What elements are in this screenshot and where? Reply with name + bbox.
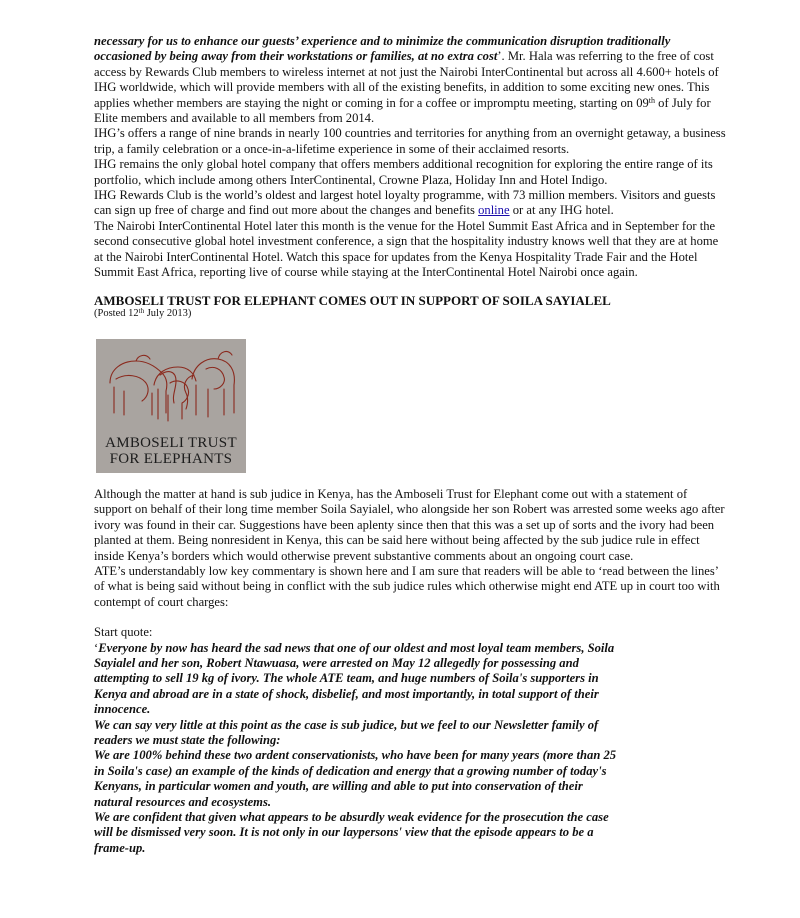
spacer [94, 610, 726, 625]
posted-date [94, 308, 726, 320]
online-link[interactable]: online [478, 203, 510, 218]
quote-block [94, 641, 619, 857]
paragraph-text: IHG Rewards Club is the world’s oldest and largest hotel loyalty programme, with 73 million members. Visitors and guests can sign up free of charge and find out more about the changes and benefits [94, 188, 716, 218]
article1-paragraph-1 [94, 34, 726, 126]
quote-text: Everyone by now has heard the sad news that one of our oldest and most loyal team members, Soila Sayialel and her son, Robert Ntawuasa, were arrested on May 12 allegedly for possessing and attempting to sell 19 kg of ivory. The whole ATE team, and huge numbers of Soila's supporters in Kenya and abroad are in a state of shock, disbelief, and most importantly, in total support of their innocence. [94, 640, 615, 717]
logo-line-1: AMBOSELI TRUST [105, 434, 237, 451]
start-quote-label: Start quote: [94, 625, 153, 640]
quote-mark: ‘ [94, 640, 99, 655]
article2-paragraph-1: Although the matter at hand is sub judice in Kenya, has the Amboseli Trust for Elephant come out with a statement of support on behalf of their long time member Soila Sayialel, who alongside her son Robert was arrested some weeks ago after ivory was found in their car. Suggestions have been aplenty since then that this was a set up of sorts and the ivory had been planted at them. Being nonresident in Kenya, this can be said here without being affected by the sub judice rule in effect inside Kenya’s borders which would otherwise prevent substantive comments about an ongoing court case. [94, 486, 725, 563]
posted-text: (Posted 12 [94, 307, 139, 319]
quote-paragraph-4: We are confident that given what appears to be absurdly weak evidence for the prosecution the case will be dismissed very soon. It is not only in our laypersons' view that the episode appears to be a frame-up. [94, 810, 609, 855]
quote-bold: necessary for us to enhance our guests’ experience and to minimize the communication disruption traditionally occasioned by being away from their workstations or families, at no extra cost [94, 34, 671, 64]
quote-paragraph-2: We can say very little at this point as the case is sub judice, but we feel to our Newsletter family of readers we must state the following: [94, 717, 599, 747]
superscript: th [138, 306, 145, 315]
posted-text: July 2013) [144, 307, 192, 319]
article1-paragraph-4 [94, 188, 726, 219]
article1-paragraph-2: IHG’s offers a range of nine brands in nearly 100 countries and territories for anything from an overnight getaway, a business trip, a family celebration or a once-in-a-lifetime experience in some of their acclaimed resorts. [94, 126, 726, 156]
article2-paragraph-2: ATE’s understandably low key commentary is shown here and I am sure that readers will be able to ‘read between the lines’ of what is being said without being in conflict with the sub judice rules which otherwise might end ATE up in court too with contempt of court charges: [94, 563, 720, 609]
amboseli-logo [96, 339, 246, 473]
elephants-drawing [96, 339, 246, 435]
logo-wordmark [96, 435, 246, 467]
superscript: th [648, 95, 656, 105]
article2-heading: AMBOSELI TRUST FOR ELEPHANT COMES OUT IN SUPPORT OF SOILA SAYIALEL [94, 292, 611, 308]
quote-paragraph-3: We are 100% behind these two ardent conservationists, who have been for many years (more than 25 in Soila's case) an example of the kinds of dedication and energy that a growing number of today's Kenyans, in particular women and youth, are willing and able to put into conservation of their natural resources and ecosystems. [94, 748, 617, 809]
document-page [94, 34, 726, 856]
paragraph-text: ’. Mr. Hala was referring to the free of cost access by Rewards Club members to wireless internet at not just the Nairobi InterContinental but across all 4.600+ hotels of IHG worldwide, which will provide members with all of the existing benefits, in addition to some exciting new ones. This applies whether members are staying the night or coming in for a coffee or impromptu meeting, starting on 09 [94, 49, 719, 110]
paragraph-text: or at any IHG hotel. [509, 203, 614, 218]
paragraph-text: of July for Elite members and available to all members from 2014. [94, 95, 711, 126]
logo-line-2: FOR ELEPHANTS [109, 450, 233, 467]
article1-paragraph-3: IHG remains the only global hotel company that offers members additional recognition for exploring the entire range of its portfolio, which include among others InterContinental, Crowne Plaza, Holiday Inn and Hotel Indigo. [94, 157, 713, 187]
quote-paragraph-1 [94, 641, 619, 718]
article1-paragraph-5: The Nairobi InterContinental Hotel later this month is the venue for the Hotel Summit East Africa and in September for the second consecutive global hotel investment conference, a sign that the hospitality industry knows well that they are at home at the Nairobi InterContinental Hotel. Watch this space for updates from the Kenya Hospitality Trade Fair and the Hotel Summit East Africa, reporting live of course while staying at the InterContinental Hotel Nairobi once again. [94, 218, 719, 280]
